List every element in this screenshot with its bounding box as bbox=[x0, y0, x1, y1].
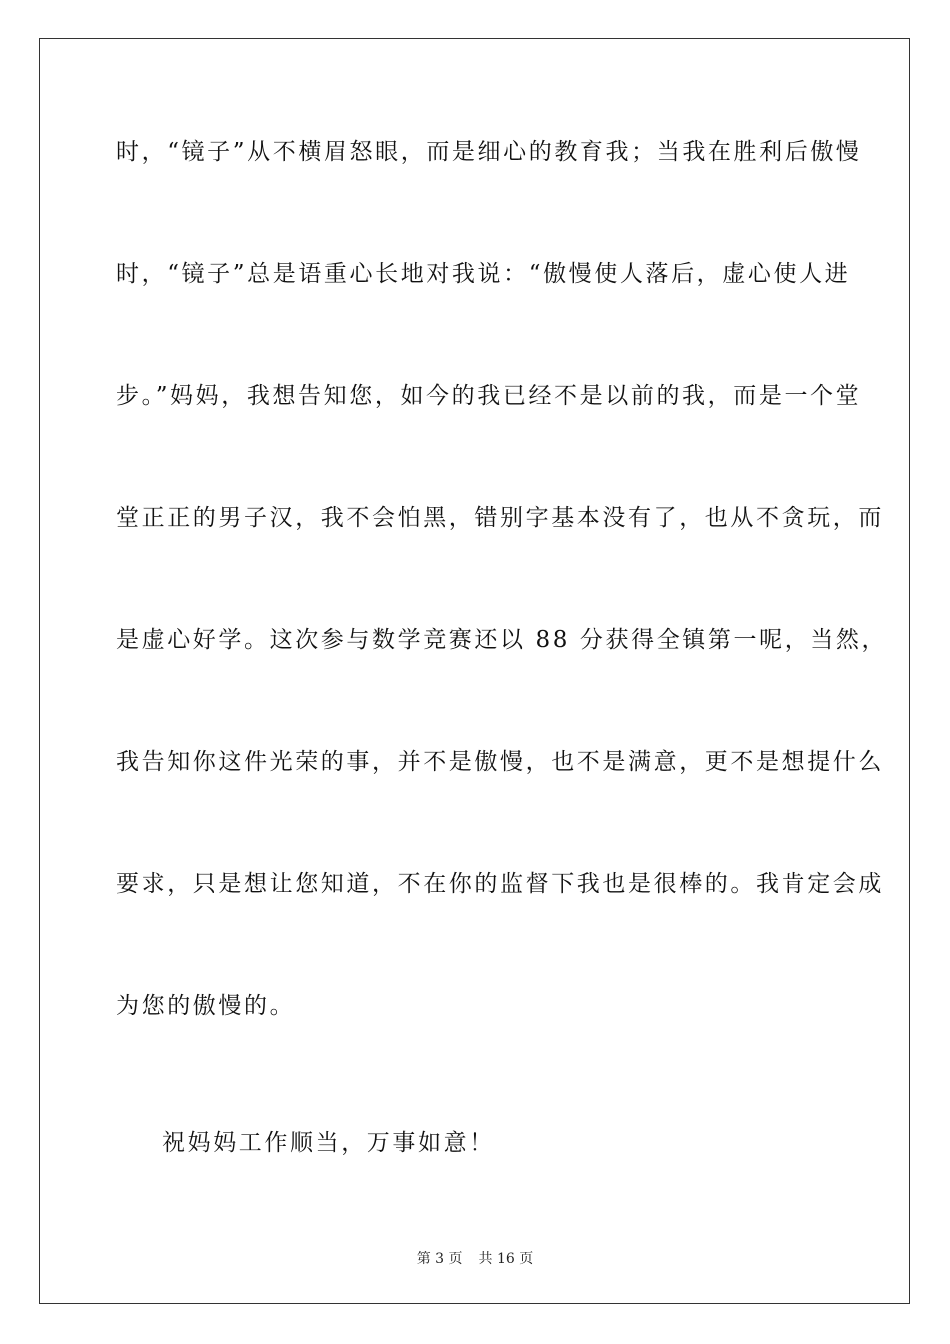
text-line: 我告知你这件光荣的事，并不是傲慢，也不是满意，更不是想提什么 bbox=[116, 749, 884, 775]
text-line: 时，“镜子”总是语重心长地对我说：“傲慢使人落后，虚心使人进 bbox=[116, 261, 851, 287]
text-line: 时，“镜子”从不横眉怒眼，而是细心的教育我；当我在胜利后傲慢 bbox=[116, 139, 862, 165]
page-number: 第 3 页 bbox=[416, 1251, 463, 1267]
page-total: 共 16 页 bbox=[478, 1251, 534, 1267]
text-line: 步。”妈妈，我想告知您，如今的我已经不是以前的我，而是一个堂 bbox=[116, 383, 862, 409]
text-line: 堂正正的男子汉，我不会怕黑，错别字基本没有了，也从不贪玩，而 bbox=[116, 505, 884, 531]
letter-body bbox=[116, 124, 888, 1100]
text-line: 要求，只是想让您知道，不在你的监督下我也是很棒的。我肯定会成 bbox=[116, 871, 884, 897]
text-line: 为您的傲慢的。 bbox=[116, 993, 296, 1019]
page-footer bbox=[0, 1248, 950, 1268]
text-line: 是虚心好学。这次参与数学竞赛还以 88 分获得全镇第一呢，当然， bbox=[116, 627, 888, 653]
closing-wish: 祝妈妈工作顺当，万事如意！ bbox=[162, 1130, 495, 1156]
